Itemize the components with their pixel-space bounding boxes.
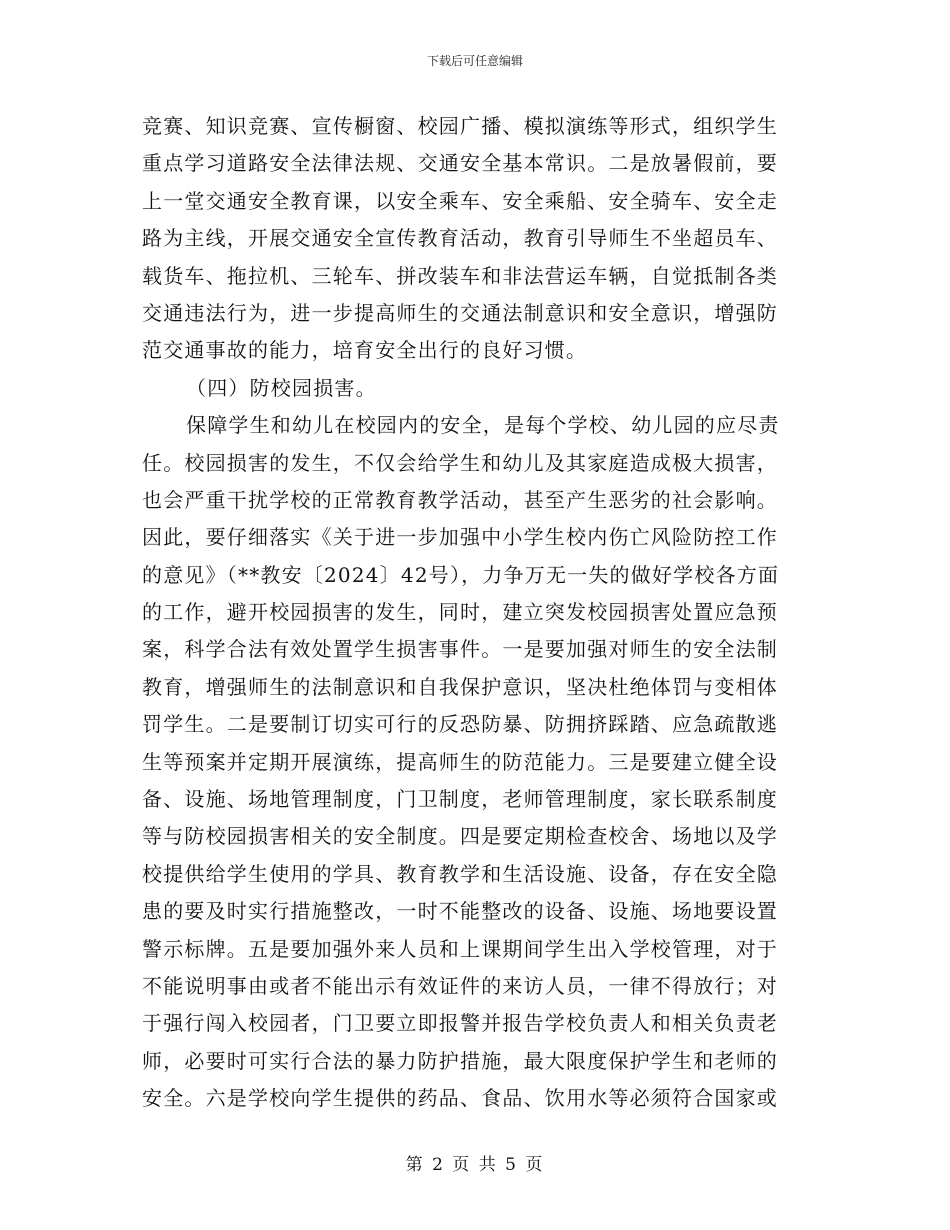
body-line: 生等预案并定期开展演练，提高师生的防范能力。三是要建立健全设: [142, 749, 778, 774]
body-line: 罚学生。二是要制订切实可行的反恐防暴、防拥挤踩踏、应急疏散逃: [142, 712, 778, 737]
body-line: 教育，增强师生的法制意识和自我保护意识，坚决杜绝体罚与变相体: [142, 674, 778, 699]
body-line: 路为主线，开展交通安全宣传教育活动，教育引导师生不坐超员车、: [142, 226, 778, 251]
body-line: 载货车、拖拉机、三轮车、拼改装车和非法营运车辆，自觉抵制各类: [142, 263, 778, 288]
body-line: 范交通事故的能力，培育安全出行的良好习惯。: [142, 338, 588, 363]
body-line: 重点学习道路安全法律法规、交通安全基本常识。二是放暑假前，要: [142, 151, 778, 176]
body-line: 等与防校园损害相关的安全制度。四是要定期检查校舍、场地以及学: [142, 824, 778, 849]
body-line: 上一堂交通安全教育课，以安全乘车、安全乘船、安全骑车、安全走: [142, 188, 778, 213]
body-line: 的意见》（**教安〔2024〕42号），力争万无一失的做好学校各方面: [142, 562, 780, 587]
body-line: 的工作，避开校园损害的发生，同时，建立突发校园损害处置应急预: [142, 600, 778, 625]
body-line: 于强行闯入校园者，门卫要立即报警并报告学校负责人和相关负责老: [142, 1011, 778, 1036]
body-line: 警示标牌。五是要加强外来人员和上课期间学生出入学校管理，对于: [142, 936, 778, 961]
body-line: 案，科学合法有效处置学生损害事件。一是要加强对师生的安全法制: [142, 637, 778, 662]
body-line: 任。校园损害的发生，不仅会给学生和幼儿及其家庭造成极大损害，: [142, 450, 778, 475]
section-heading: （四）防校园损害。: [186, 375, 377, 400]
page-footer: 第 2 页 共 5 页: [405, 1155, 545, 1175]
paragraph-first-line: 保障学生和幼儿在校园内的安全，是每个学校、幼儿园的应尽责: [186, 413, 780, 438]
body-line: 也会严重干扰学校的正常教育教学活动，甚至产生恶劣的社会影响。: [142, 487, 778, 512]
document-body: [142, 108, 794, 1118]
body-line: 不能说明事由或者不能出示有效证件的来访人员，一律不得放行；对: [142, 973, 778, 998]
body-line: 竞赛、知识竞赛、宣传橱窗、校园广播、模拟演练等形式，组织学生: [142, 114, 778, 138]
body-line: 交通违法行为，进一步提高师生的交通法制意识和安全意识，增强防: [142, 300, 778, 325]
body-line: 安全。六是学校向学生提供的药品、食品、饮用水等必须符合国家或: [142, 1086, 778, 1111]
body-line: 备、设施、场地管理制度，门卫制度，老师管理制度，家长联系制度: [142, 787, 778, 812]
body-line: 患的要及时实行措施整改，一时不能整改的设备、设施、场地要设置: [142, 899, 778, 924]
page-header: 下载后可任意编辑: [426, 54, 523, 68]
body-line: 校提供给学生使用的学具、教育教学和生活设施、设备，存在安全隐: [142, 861, 778, 886]
body-line: 师，必要时可实行合法的暴力防护措施，最大限度保护学生和老师的: [142, 1048, 778, 1073]
body-line: 因此，要仔细落实《关于进一步加强中小学生校内伤亡风险防控工作: [142, 525, 778, 550]
